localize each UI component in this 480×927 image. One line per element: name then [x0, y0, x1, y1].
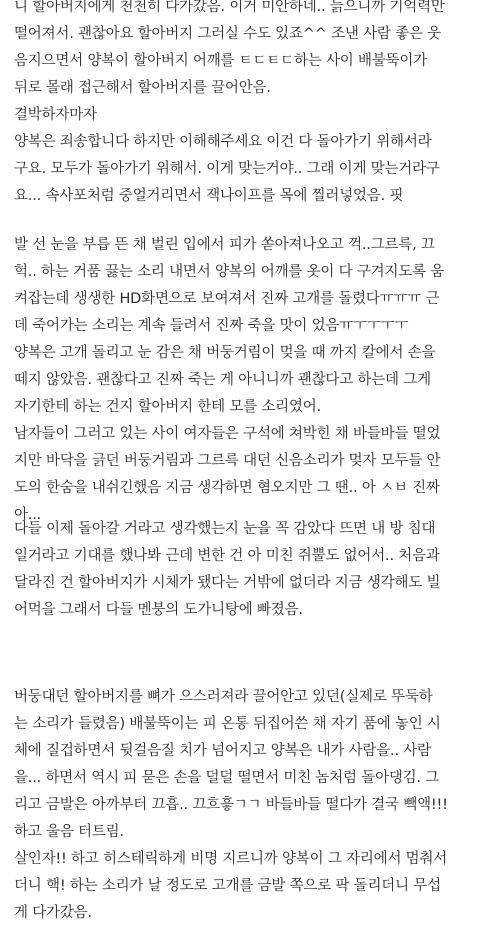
text-line: 체에 질겁하면서 뒷걸음질 치가 넘어지고 양복은 내가 사람을.. 사람	[14, 743, 431, 759]
text-line: 구요. 모두가 돌아가기 위해서. 이게 맞는거야.. 그래 이게 맞는거라구	[14, 161, 440, 177]
paragraph	[14, 232, 480, 529]
text-line: 아...	[14, 507, 42, 523]
paragraph	[14, 516, 480, 624]
text-line: 지만 바닥을 긁던 버둥거림과 그르륵 대던 신음소리가 멎자 모두들 안	[14, 453, 441, 469]
text-line: 다들 이제 돌아갈 거라고 생각했는지 눈을 꼭 감았다 뜨면 내 방 침대	[14, 521, 436, 537]
text-line: 결박하자마자	[14, 107, 97, 123]
text-line: 음지으면서 양복이 할아버지 어깨를 ㅌㄷㅌㄷ하는 사이 배불뚝이가	[14, 53, 428, 69]
text-line: 발 선 눈을 부릅 뜬 채 벌린 입에서 피가 쏟아져나오고 꺽..그르륵, 끄	[14, 237, 435, 253]
text-line: 양복은 죄송합니다 하지만 이해해주세요 이건 다 돌아가기 위해서라	[14, 134, 432, 150]
text-line: 도의 한숨을 내쉬긴했음 지금 생각하면 혐오지만 그 땐.. 아 ㅅㅂ 진짜	[14, 480, 440, 496]
text-line: 달라진 건 할아버지가 시체가 됐다는 거밖에 없더라 지금 생각해도 빌	[14, 575, 441, 591]
text-line: 리고 금발은 아까부터 끄흡.. 끄흐흫ㄱㄱ 바들바들 떨다가 결국 빽액!!!	[14, 797, 448, 813]
text-line: 켜잡는데 생생한 HD화면으로 보여져서 진짜 고개를 돌렸다ㅠㅠㅠ 근	[14, 291, 440, 307]
text-line: 요... 속사포처럼 중얼거리면서 잭나이프를 목에 찔러넣었음. 핏	[14, 188, 404, 204]
text-line: 는 소리가 들렸음) 배불뚝이는 피 온통 뒤집어쓴 채 자기 품에 놓인 시	[14, 716, 441, 732]
text-line: 떼지 않았음. 괜찮다고 진짜 죽는 게 아니니까 괜찮다고 하는데 그게	[14, 372, 431, 388]
text-line: 뒤로 몰래 접근해서 할아버지를 끌어안음.	[14, 80, 271, 96]
text-line: 더니 핵! 하는 소리가 날 정도로 고개를 금발 쪽으로 팍 돌리더니 무섭	[14, 878, 441, 894]
text-line: 을... 하면서 역시 피 묻은 손을 덜덜 떨면서 미친 놈처럼 돌아댕김. 그	[14, 770, 440, 786]
text-line: 양복은 고개 돌리고 눈 감은 채 버둥거림이 멎을 때 까지 칼에서 손을	[14, 345, 436, 361]
text-line: 게 다가갔음.	[14, 905, 92, 921]
paragraph	[14, 684, 480, 927]
text-line: 떨어져서. 괜찮아요 할아버지 그러실 수도 있죠^^ 조낸 사람 좋은 웃	[14, 26, 441, 42]
text-line: 니 할아버지에게 천천히 다가갔음. 이거 미안하네.. 늙으니까 기억력만	[14, 0, 445, 15]
paragraph	[14, 0, 480, 210]
text-line: 어먹을 그래서 다들 멘붕의 도가니탕에 빠졌음.	[14, 602, 303, 618]
text-line: 일거라고 기대를 했나봐 근데 변한 건 아 미친 쥐뿔도 없어서.. 처음과	[14, 548, 440, 564]
text-line: 버둥대던 할아버지를 뼈가 으스러져라 끌어안고 있던(실제로 뚜둑하	[14, 689, 433, 705]
text-line: 자기한테 하는 건지 할아버지 한테 모를 소리였어.	[14, 399, 322, 415]
text-line: 하고 울음 터트림.	[14, 824, 124, 840]
text-line: 데 죽어가는 소리는 계속 들려서 진짜 죽을 맛이 었음ㅠㅜㅜㅜㅜ	[14, 318, 409, 334]
text-line: 살인자!! 하고 히스테릭하게 비명 지르니까 양복이 그 자리에서 멈춰서	[14, 851, 448, 867]
text-line: 남자들이 그러고 있는 사이 여자들은 구석에 쳐박힌 채 바들바들 떨었	[14, 426, 441, 442]
text-line: 헉.. 하는 거품 끓는 소리 내면서 양복의 어깨를 옷이 다 구겨지도록 움	[14, 264, 445, 280]
